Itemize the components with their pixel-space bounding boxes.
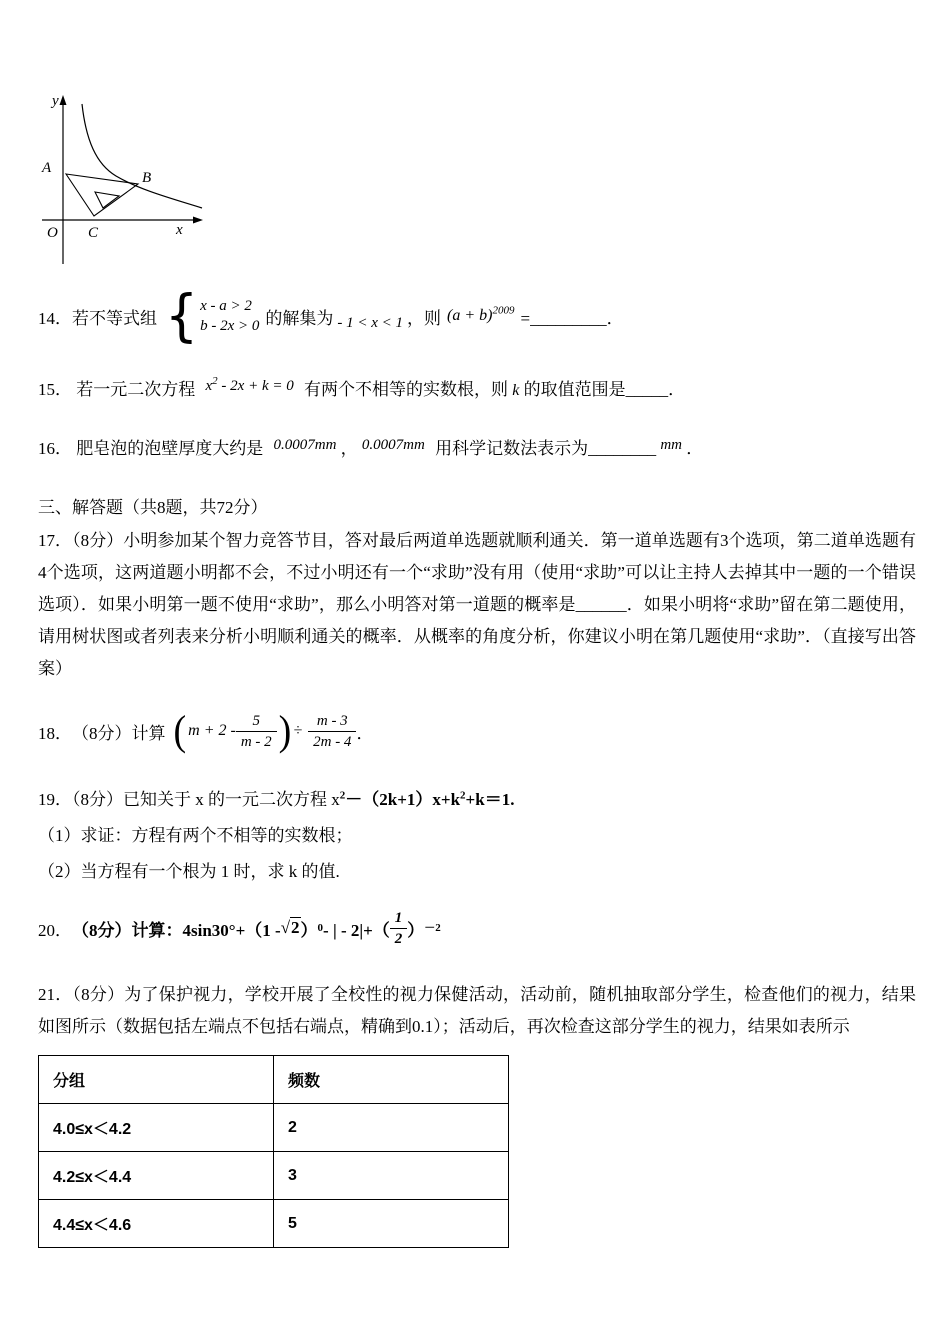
q20-text-1: （8分）计算：4sin30°+（1 - (72, 920, 281, 940)
q20-text-2: ） (300, 920, 318, 940)
system-line-2: b - 2x > 0 (200, 318, 260, 334)
figure-label-y: y (52, 93, 59, 109)
q19-exponent-1: 2 (339, 789, 346, 802)
q15-equation: $x^2 - 2x + k = 0$ (205, 375, 294, 394)
question-16 (38, 434, 916, 465)
question-18 (38, 703, 916, 759)
q15-text-2: 有两个不相等的实数根，则 (303, 380, 508, 399)
q18-close-paren: ) (278, 707, 292, 755)
exam-content (38, 0, 916, 1248)
table-header-group: 分组 (39, 1056, 274, 1104)
q14-text-3: ，则 (407, 308, 442, 328)
q18-term-1: m + 2 - (188, 722, 236, 739)
q19-tail: +k＝1. (465, 790, 515, 809)
q18-number: 18． (38, 723, 72, 743)
question-15 (38, 375, 916, 406)
figure-label-c: C (88, 225, 99, 241)
section-3-header: 三、解答题（共8题，共72分） (38, 498, 268, 517)
system-line-1: x - a > 2 (200, 298, 252, 314)
table-cell-frequency: 5 (274, 1200, 509, 1248)
table-cell-frequency: 3 (274, 1152, 509, 1200)
q16-text-1: 肥皂泡的泡壁厚度大约是 (76, 439, 264, 458)
q20-radical: √2 (280, 918, 300, 937)
q16-text-2: 用科学记数法表示为________ (435, 439, 657, 458)
q14-solution-set: - 1 < x < 1 (337, 314, 404, 331)
q20-text-3: - | - 2|+（ (323, 920, 390, 940)
table-row (39, 1104, 509, 1152)
q18-end: ． (356, 723, 374, 743)
table-header-frequency: 频数 (274, 1056, 509, 1104)
q14-number: 14． (38, 308, 72, 328)
q15-number: 15． (38, 380, 72, 399)
table-cell-frequency: 2 (274, 1104, 509, 1152)
q19-statement: 19．（8分）已知关于 x 的一元二次方程 $x^2-(2k+1)x+k^2+k=1$. (38, 789, 515, 809)
question-20: 20． （8分）计算：4sin30°+（1 - √2 ） 0 - | - 2|+（ $\frac{1}{2}$ ） －2 (38, 909, 441, 947)
q18-fraction-2: $\frac{m - 3}{2m - 4}$ (308, 711, 356, 752)
q19-item-1: （1）求证：方程有两个不相等的实数根； (38, 826, 353, 845)
q18-divide-sign: ÷ (293, 722, 303, 739)
q16-unit: mm (660, 437, 683, 453)
q18-open-paren: ( (173, 707, 187, 755)
question-14 (38, 283, 916, 349)
question-17 (38, 525, 916, 685)
q21-text: 21．（8分）为了保护视力，学校开展了全校性的视力保健活动，活动前，随机抽取部分学生，检查他们的视力，结果如图所示（数据包括左端点不包括右端点，精确到0.1）；活动后，再次检查这部分学生的视力，结果如表所示 (38, 985, 916, 1036)
question-21 (38, 979, 916, 1043)
table-header-row (39, 1056, 509, 1104)
q18-text-1: （8分）计算 (72, 723, 166, 743)
inequality-system (200, 296, 259, 336)
q16-separator: ， (340, 439, 358, 458)
q19-exponent-2: 2 (460, 789, 466, 802)
q18-fraction-1: $\frac{5}{m - 2}$ (236, 711, 277, 752)
figure-label-a: A (42, 160, 52, 176)
q14-expression: $(a + b)^{2009}$ (447, 304, 515, 324)
q15-k-variable: k (512, 382, 520, 399)
q14-text-2: 的解集为 (265, 308, 334, 328)
q16-end: ． (686, 439, 704, 458)
q19-mid: －（2k+1）x+k (345, 790, 461, 809)
q14-blank: =_________． (520, 308, 624, 328)
q14-exponent: 2009 (492, 304, 515, 317)
q20-text-4: ） (407, 920, 425, 940)
q17-text: 17．（8分）小明参加某个智力竞答节目，答对最后两道单选题就顺利通关．第一道单选题有3个选项，第二道单选题有4个选项，这两道题小明都不会，不过小明还有一个“求助”没有用（使用“求助”可以让主持人去掉其中一题的一个错误选项）．如果小明第一题不使用“求助”，那么小明答对第一道题的概率是______．如果小明将“求助”留在第二题使用，请用树状图或者列表来分析小明顺利通关的概率．从概率的角度分析，你建议小明在第几题使用“求助”．（直接写出答案） (38, 531, 916, 678)
q16-number: 16． (38, 439, 72, 458)
q20-number: 20． (38, 920, 72, 940)
figure-label-x: x (176, 222, 183, 238)
table-cell-group: 4.0≤x＜4.2 (39, 1104, 274, 1152)
table-cell-group: 4.4≤x＜4.6 (39, 1200, 274, 1248)
q16-value-2: 0.0007mm (361, 437, 425, 453)
q14-text-1: 若不等式组 (72, 308, 157, 328)
figure-label-b: B (142, 170, 152, 186)
frequency-table (38, 1055, 509, 1248)
figure-label-o: O (47, 225, 58, 241)
table-cell-group: 4.2≤x＜4.4 (39, 1152, 274, 1200)
table-row (39, 1200, 509, 1248)
q20-fraction: $\frac{1}{2}$ (390, 908, 408, 949)
q15-blank: 的取值范围是_____． (523, 380, 686, 399)
table-row (39, 1152, 509, 1200)
system-brace: { (165, 283, 199, 349)
q15-text-1: 若一元二次方程 (76, 380, 196, 399)
q16-value-1: 0.0007mm (273, 437, 337, 453)
question-19 (38, 785, 916, 887)
q19-item-2: （2）当方程有一个根为 1 时，求 k 的值. (38, 862, 340, 881)
